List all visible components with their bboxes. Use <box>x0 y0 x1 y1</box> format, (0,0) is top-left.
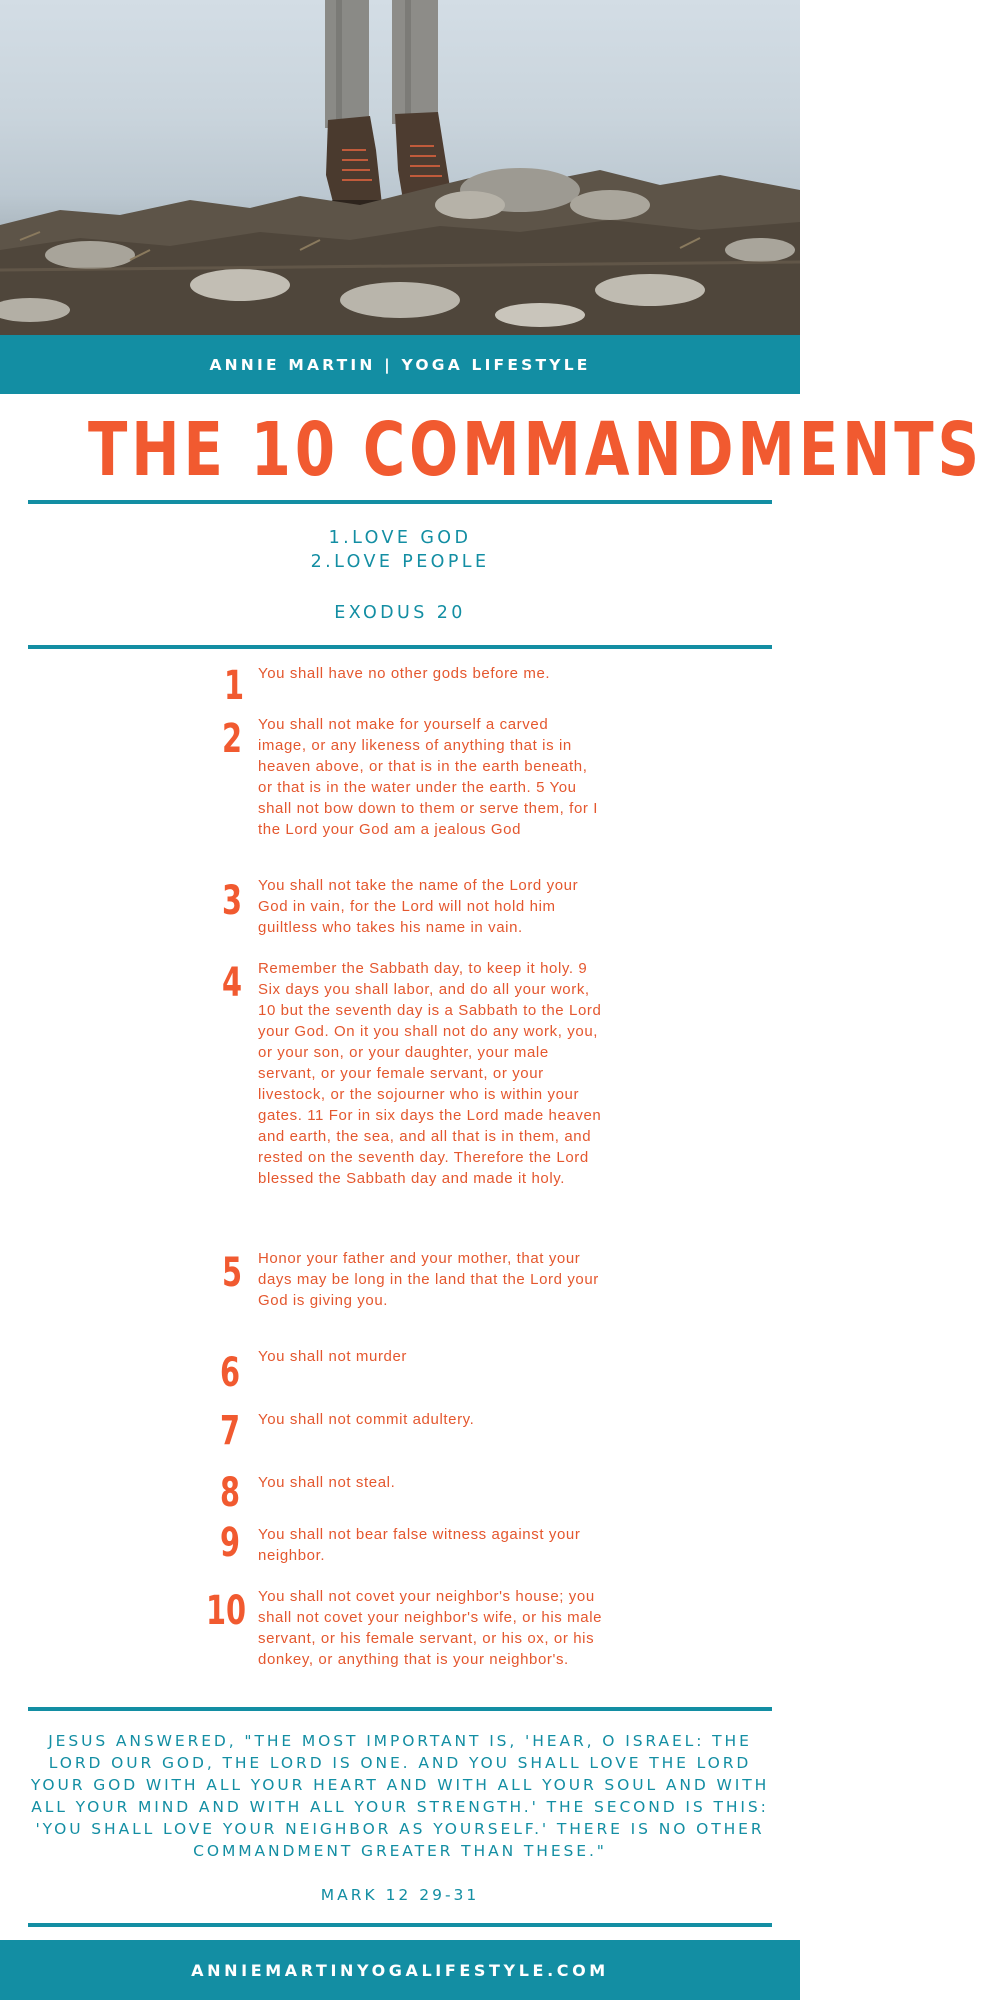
commandment-number: 4 <box>221 960 243 1006</box>
commandment-text: You shall not commit adultery. <box>258 1411 475 1428</box>
divider-3 <box>28 1707 772 1711</box>
commandment-text: You shall not covet your neighbor's house; you shall not covet your neighbor's wife, or his male servant, or his female servant, or his ox, or his donkey, or anything that is your neighbor's. <box>258 1588 603 1668</box>
commandment-text: You shall not take the name of the Lord your God in vain, for the Lord will not hold him guiltless who takes his name in vain. <box>258 877 579 936</box>
divider-2 <box>28 645 772 649</box>
intro-line-2: 2.LOVE PEOPLE <box>310 552 490 572</box>
commandment-text: You shall not make for yourself a carved image, or any likeness of anything that is in heaven above, or that is in the earth beneath, or that is in the water under the earth. 5 You shall not bow down to them or serve them, for I the Lord your God am a jealous God <box>258 716 599 838</box>
header-bar <box>0 335 800 394</box>
hero-photo <box>0 0 800 335</box>
brand-name: ANNIE MARTIN | YOGA LIFESTYLE <box>209 355 591 374</box>
commandment-number: 5 <box>221 1250 243 1296</box>
website-link[interactable]: ANNIEMARTINYOGALIFESTYLE.COM <box>191 1960 609 1980</box>
scripture-quote: JESUS ANSWERED, "THE MOST IMPORTANT IS, 'HEAR, O ISRAEL: THE LORD OUR GOD, THE LORD IS ONE. AND YOU SHALL LOVE THE LORD YOUR GOD WITH ALL YOUR HEART AND WITH ALL YOUR SOUL AND WITH ALL YOUR MIND AND WITH ALL YOUR STRENGTH.' THE SECOND IS THIS: 'YOU SHALL LOVE YOUR NEIGHBOR AS YOURSELF.' THERE IS NO OTHER COMMANDMENT GREATER THAN THESE." <box>30 1732 770 1860</box>
commandment-number: 3 <box>221 878 243 924</box>
footer-bar <box>0 1940 800 2000</box>
commandment-text: You shall not bear false witness against your neighbor. <box>258 1526 581 1564</box>
commandment-number: 10 <box>205 1588 247 1634</box>
commandment-number: 2 <box>221 716 243 762</box>
commandment-text: You shall not steal. <box>258 1474 396 1491</box>
commandment-number: 7 <box>219 1408 241 1454</box>
quote-reference: MARK 12 29-31 <box>320 1886 480 1904</box>
commandment-number: 6 <box>219 1350 241 1396</box>
commandment-text: You shall have no other gods before me. <box>258 665 551 682</box>
commandment-number: 8 <box>219 1470 241 1516</box>
intro-reference: EXODUS 20 <box>334 603 466 623</box>
divider-4 <box>28 1923 772 1927</box>
commandment-number: 9 <box>219 1520 241 1566</box>
divider-1 <box>28 500 772 504</box>
page-title: THE 10 COMMANDMENTS <box>88 407 983 493</box>
intro-line-1: 1.LOVE GOD <box>328 528 472 548</box>
commandment-text: Honor your father and your mother, that your days may be long in the land that the Lord your God is giving you. <box>258 1250 599 1309</box>
commandment-text: Remember the Sabbath day, to keep it holy. 9 Six days you shall labor, and do all your work, 10 but the seventh day is a Sabbath to the Lord your God. On it you shall not do any work, you, or your son, or your daughter, your male servant, or your female servant, or your livestock, or the sojourner who is within your gates. 11 For in six days the Lord made heaven and earth, the sea, and all that is in them, and rested on the seventh day. Therefore the Lord blessed the Sabbath day and made it holy. <box>258 960 602 1187</box>
commandment-number: 1 <box>223 663 245 709</box>
commandment-text: You shall not murder <box>258 1348 408 1365</box>
